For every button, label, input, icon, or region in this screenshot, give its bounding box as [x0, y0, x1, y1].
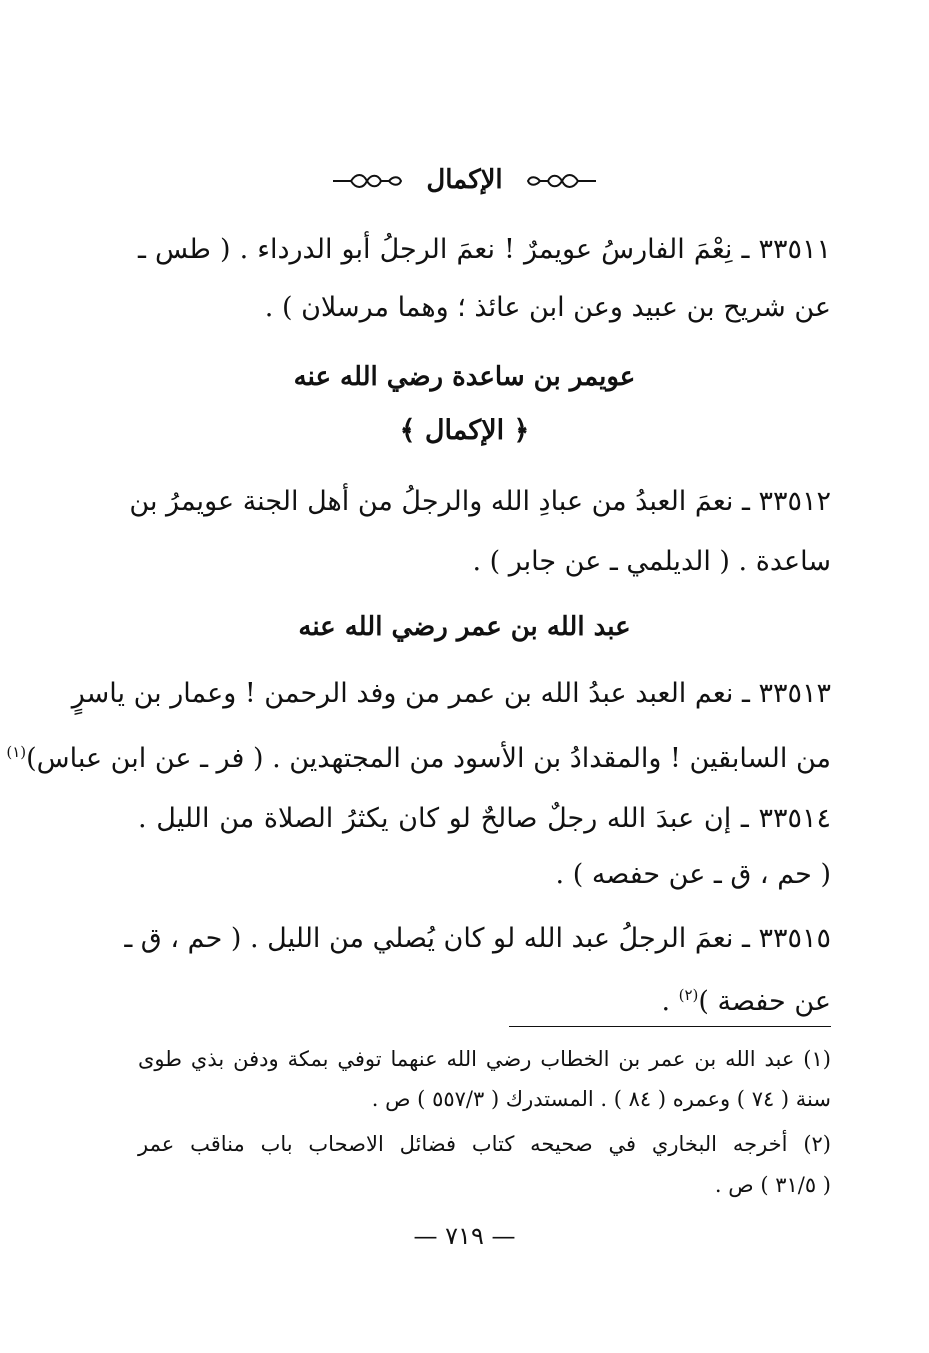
page-number: — ٧١٩ — — [413, 1222, 516, 1250]
footnote-ref-2: (٢) — [678, 986, 699, 1004]
footnote-2-line-1: (٢) أخرجه البخاري في صحيحه كتاب فضائل الاصحاب باب مناقب عمر — [138, 1132, 831, 1156]
entry-33511-line-1: ٣٣٥١١ ـ نِعْمَ الفارسُ عويمرٌ ! نعمَ الرجلُ أبو الدرداء . ( طس ـ — [138, 234, 831, 265]
entry-33512-line-1: ٣٣٥١٢ ـ نعمَ العبدُ من عبادِ الله والرجلُ من أهل الجنة عويمرُ بن — [129, 486, 831, 517]
entry-33515-line-1: ٣٣٥١٥ ـ نعمَ الرجلُ عبد الله لو كان يُصلي من الليل . ( حم ، ق ـ — [124, 923, 831, 954]
entry-33513-line-2-text: من السابقين ! والمقدادُ بن الأسود من المجتهدين . ( فر ـ عن ابن عباس) — [26, 743, 831, 774]
entry-33511-line-2: عن شريح بن عبيد وعن ابن عائذ ؛ وهما مرسلان ) . — [264, 292, 831, 323]
entry-33515-tail: . — [661, 986, 679, 1017]
running-header — [0, 165, 929, 195]
footnote-divider — [509, 1026, 831, 1027]
ornament-left-icon — [331, 170, 411, 192]
entry-33513-line-2 — [6, 734, 831, 777]
entry-33512-line-2: ساعدة . ( الديلمي ـ عن جابر ) . — [472, 546, 831, 577]
footnote-ref-1: (١) — [6, 743, 27, 761]
footnote-1-line-1: (١) عبد الله بن عمر بن الخطاب رضي الله عنهما توفي بمكة ودفن بذي طوى — [138, 1047, 831, 1071]
entry-33515-line-2 — [138, 977, 831, 1020]
footnote-1-line-2: سنة ( ٧٤ ) وعمره ( ٨٤ ) . المستدرك ( ٥٥٧/٣ ) ص . — [371, 1087, 831, 1111]
ornament-right-icon — [518, 170, 598, 192]
section-heading-abdullah-ibn-umar: عبد الله بن عمر رضي الله عنه — [298, 612, 631, 642]
footnote-2-line-2: ( ٣١/٥ ) ص . — [714, 1173, 831, 1197]
entry-33513-line-1: ٣٣٥١٣ ـ نعم العبد عبدُ الله بن عمر من وفد الرحمن ! وعمار بن ياسرٍ — [71, 678, 831, 709]
section-subheading-ikmal: ﴿ الإكمال ﴾ — [399, 415, 530, 446]
header-title: الإكمال — [426, 165, 503, 195]
section-heading-uwaimir: عويمر بن ساعدة رضي الله عنه — [293, 362, 636, 392]
entry-33514-line-2: ( حم ، ق ـ عن حفصه ) . — [555, 859, 831, 890]
entry-33515-line-2-text: عن حفصة ) — [698, 986, 831, 1017]
entry-33514-line-1: ٣٣٥١٤ ـ إن عبدَ الله رجلٌ صالحٌ لو كان يكثرُ الصلاة من الليل . — [138, 803, 831, 834]
